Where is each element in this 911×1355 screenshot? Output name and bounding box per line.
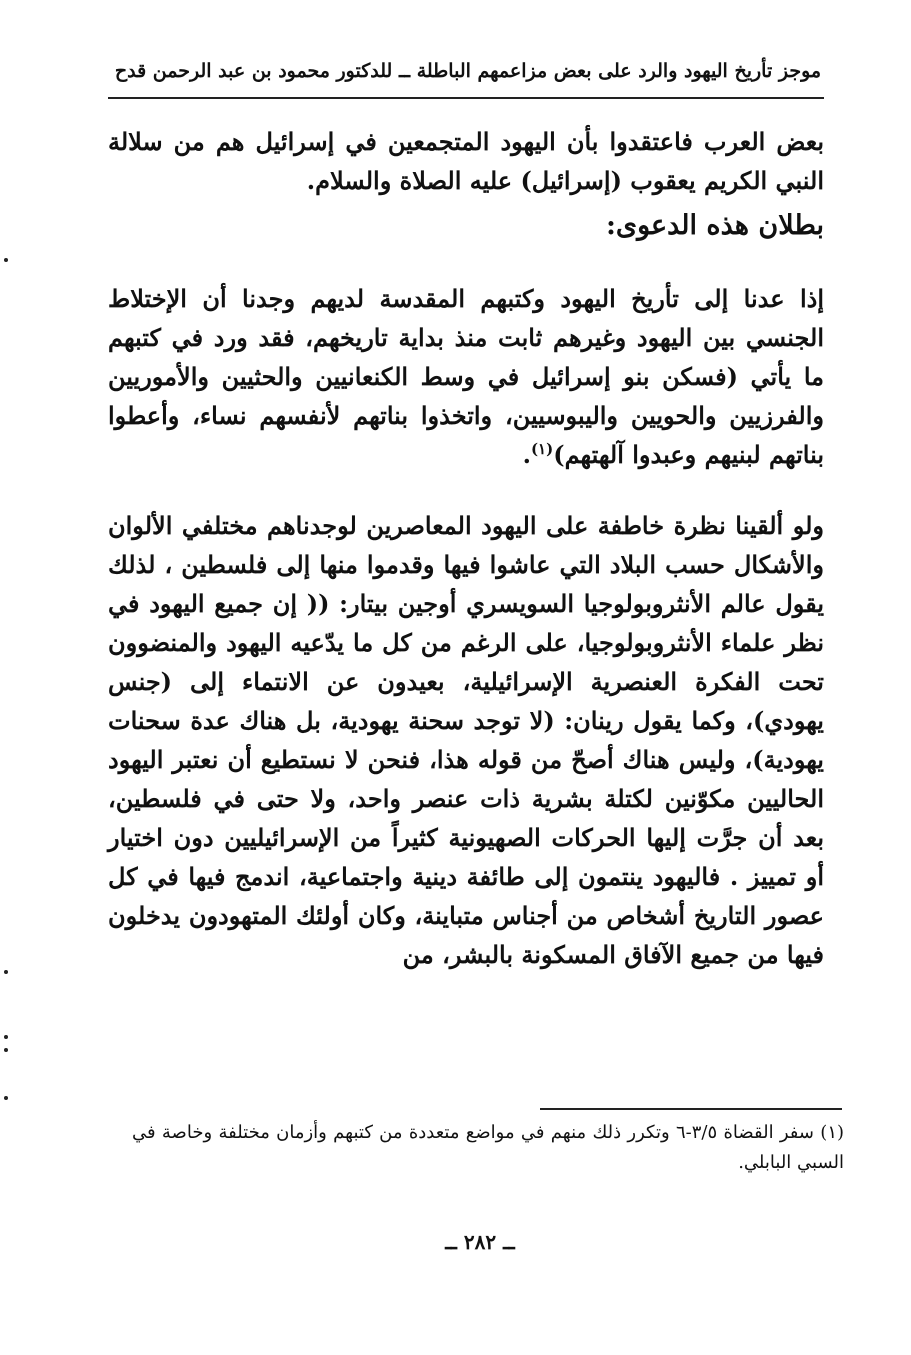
scan-mark bbox=[4, 258, 8, 262]
scan-mark bbox=[4, 1035, 8, 1039]
footnote bbox=[132, 1118, 844, 1178]
paragraph-quote-text: إذا عدنا إلى تأريخ اليهود وكتبهم المقدسة لديهم وجدنا أن الإختلاط الجنسي بين اليهود وغيرهم ثابت منذ بداية تاريخهم، فقد ورد في كتبهم ما يأتي (فسكن بنو إسرائيل في وسط الكنعانيين والحثيين والأموريين والفرزيين والحويين واليبوسيين، واتخذوا بناتهم لأنفسهم نساء، وأعطوا بناتهم لبنيهم وعبدوا آلهتهم) bbox=[108, 284, 824, 469]
scan-mark bbox=[4, 970, 8, 974]
scan-mark bbox=[4, 1096, 8, 1100]
paragraph-quote bbox=[108, 279, 824, 474]
main-text bbox=[108, 122, 824, 974]
intro-paragraph: بعض العرب فاعتقدوا بأن اليهود المتجمعين في إسرائيل هم من سلالة النبي الكريم يعقوب (إسرائيل) عليه الصلاة والسلام. bbox=[108, 127, 824, 195]
paragraph-quote-end: . bbox=[522, 440, 531, 469]
paragraph-anthropology: ولو ألقينا نظرة خاطفة على اليهود المعاصرين لوجدناهم مختلفي الألوان والأشكال حسب البلاد التي عاشوا فيها وقدموا منها إلى فلسطين ، لذلك يقول عالم الأنثروبولوجيا السويسري أوجين بيتار: (( إن جميع اليهود في نظر علماء الأنثروبولوجيا، على الرغم من كل ما يدّعيه اليهود والمنضوون تحت الفكرة العنصرية الإسرائيلية، بعيدون عن الانتماء إلى (جنس يهودي)، وكما يقول رينان: (لا توجد سحنة يهودية، بل هناك عدة سحنات يهودية)، وليس هناك أصحّ من قوله هذا، فنحن لا نستطيع أن نعتبر اليهود الحاليين مكوّنين لكتلة بشرية ذات عنصر واحد، ولا حتى في فلسطين، بعد أن جرَّت إليها الحركات الصهيونية كثيراً من الإسرائيليين دون اختيار أو تمييز . فاليهود ينتمون إلى طائفة دينية واجتماعية، اندمج فيها في كل عصور التاريخ أشخاص من أجناس متباينة، وكان أولئك المتهودون يدخلون فيها من جميع الآفاق المسكونة بالبشر، من bbox=[108, 511, 824, 969]
section-heading: بطلان هذه الدعوى: bbox=[605, 210, 824, 241]
footnote-reference: (١) bbox=[530, 440, 554, 458]
running-header: موجز تأريخ اليهود والرد على بعض مزاعمهم الباطلة ــ للدكتور محمود بن عبد الرحمن قدح bbox=[114, 60, 822, 82]
scan-mark bbox=[4, 1048, 8, 1052]
footnote-divider bbox=[540, 1108, 842, 1110]
page-number: ــ ٢٨٢ ــ bbox=[445, 1230, 515, 1254]
footnote-text: (١) سفر القضاة ٣/٥-٦ وتكرر ذلك منهم في مواضع متعددة من كتبهم وأزمان مختلفة وخاصة في السبي البابلي. bbox=[132, 1122, 845, 1173]
header-divider bbox=[108, 97, 824, 99]
